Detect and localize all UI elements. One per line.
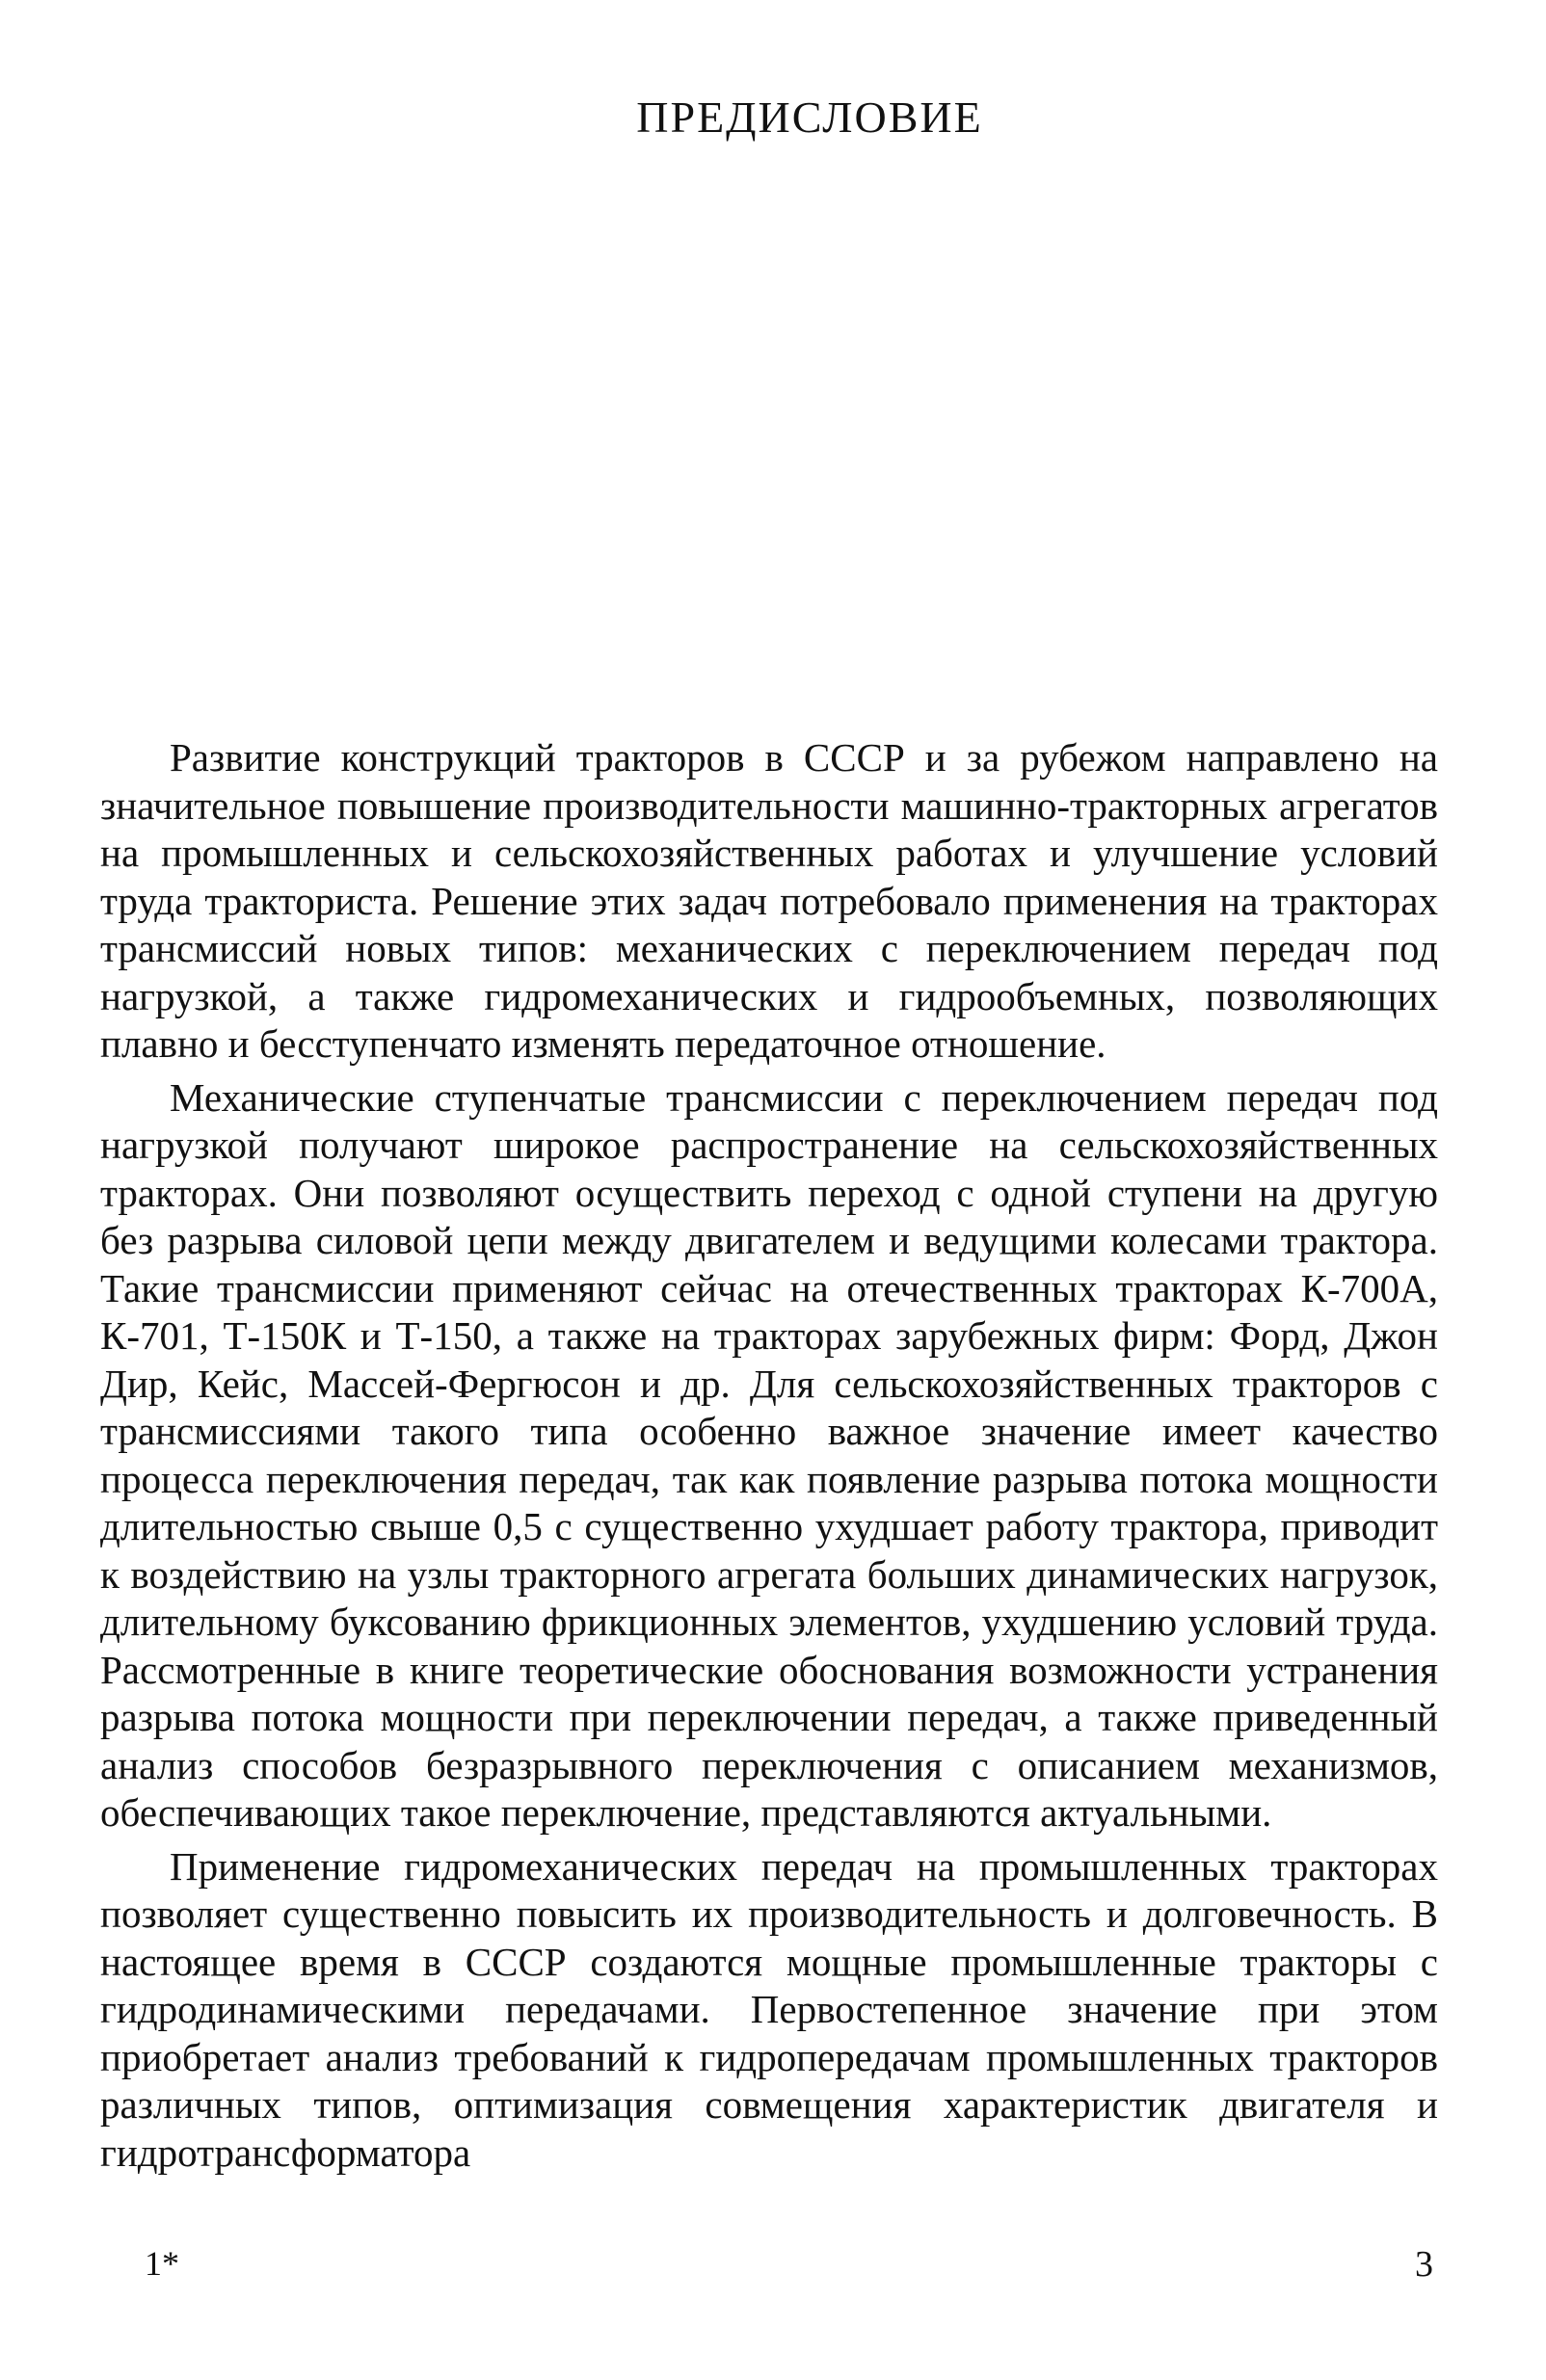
page-number: 3 <box>1415 2244 1433 2285</box>
preface-body <box>100 734 1438 2177</box>
paragraph-3: Применение гидромеханических передач на промышленных тракторах позволяет существенно повысить их производительность и долговечность. В настоящее время в СССР создаются мощные промышленные тракторы с гидродинамическими передачами. Первостепенное значение при этом приобретает анализ требований к гидропередачам промышленных тракторов различных типов, оптимизация совмещения характеристик двигателя и гидротрансформатора <box>100 1843 1438 2175</box>
signature-mark: 1* <box>145 2244 179 2283</box>
paragraph-2: Механические ступенчатые трансмиссии с переключением передач под нагрузкой получают широкое распространение на сельскохозяйственных тракторах. Они позволяют осуществить переход с одной ступени на другую без разрыва силовой цепи между двигателем и ведущими колесами трактора. Такие трансмиссии применяют сейчас на отечественных тракторах К-700А, К-701, Т-150К и Т-150, а также на тракторах зарубежных фирм: Форд, Джон Дир, Кейс, Массей-Фергюсон и др. Для сельскохозяйственных тракторов с трансмиссиями такого типа особенно важное значение имеет качество процесса переключения передач, так как появление разрыва потока мощности длительностью свыше 0,5 с существенно ухудшает работу трактора, приводит к воздействию на узлы тракторного агрегата больших динамических нагрузок, длительному буксованию фрикционных элементов, ухудшению условий труда. Рассмотренные в книге теоретические обоснования возможности устранения разрыва потока мощности при переключении передач, а также приведенный анализ способов безразрывного переключения с описанием механизмов, обеспечивающих такое переключение, представляются актуальными. <box>100 1074 1438 1835</box>
paragraph-1: Развитие конструкций тракторов в СССР и за рубежом направлено на значительное повышение производительности машинно-тракторных агрегатов на промышленных и сельскохозяйственных работах и улучшение условий труда тракториста. Решение этих задач потребовало применения на тракторах трансмиссий новых типов: механических с переключением передач под нагрузкой, а также гидромеханических и гидрообъемных, позволяющих плавно и бесступенчато изменять передаточное отношение. <box>100 735 1438 1066</box>
page-title: ПРЕДИСЛОВИЕ <box>636 93 983 142</box>
